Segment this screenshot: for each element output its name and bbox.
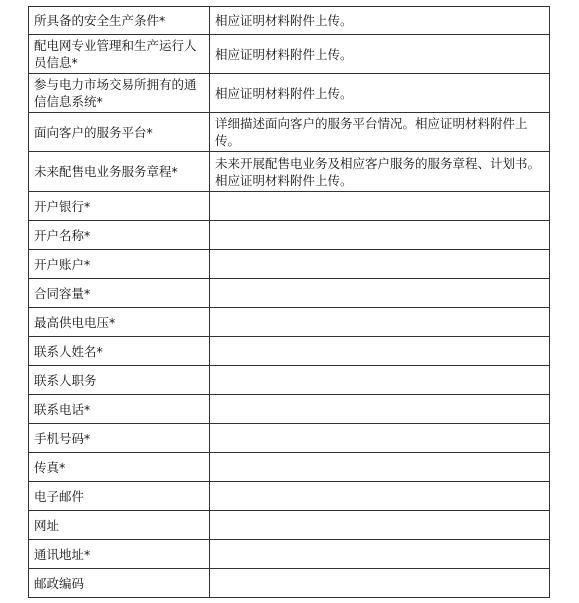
- table-row: [29, 511, 550, 540]
- table-row: [29, 35, 550, 74]
- row-label-fax: 传真*: [29, 453, 210, 482]
- table-row: [29, 395, 550, 424]
- table-row: [29, 279, 550, 308]
- row-value-staff-info: 相应证明材料附件上传。: [210, 35, 550, 74]
- table-row: [29, 113, 550, 152]
- row-label-contact-title: 联系人职务: [29, 366, 210, 395]
- row-value-max-voltage[interactable]: [210, 308, 550, 337]
- table-row: [29, 424, 550, 453]
- row-label-email: 电子邮件: [29, 482, 210, 511]
- row-value-mobile[interactable]: [210, 424, 550, 453]
- row-value-service-platform: 详细描述面向客户的服务平台情况。相应证明材料附件上传。: [210, 113, 550, 152]
- row-value-email[interactable]: [210, 482, 550, 511]
- row-value-address[interactable]: [210, 540, 550, 569]
- table-row: [29, 453, 550, 482]
- table-row: [29, 7, 550, 35]
- row-label-contract-capacity: 合同容量*: [29, 279, 210, 308]
- row-label-bank: 开户银行*: [29, 192, 210, 221]
- row-label-contact-name: 联系人姓名*: [29, 337, 210, 366]
- row-label-service-platform: 面向客户的服务平台*: [29, 113, 210, 152]
- row-value-service-charter: 未来开展配售电业务及相应客户服务的服务章程、计划书。相应证明材料附件上传。: [210, 152, 550, 192]
- row-label-address: 通讯地址*: [29, 540, 210, 569]
- row-value-fax[interactable]: [210, 453, 550, 482]
- row-value-contract-capacity[interactable]: [210, 279, 550, 308]
- row-label-website: 网址: [29, 511, 210, 540]
- table-row: [29, 308, 550, 337]
- row-value-contact-name[interactable]: [210, 337, 550, 366]
- row-value-contact-title[interactable]: [210, 366, 550, 395]
- row-label-service-charter: 未来配售电业务服务章程*: [29, 152, 210, 192]
- row-label-postal-code: 邮政编码: [29, 569, 210, 598]
- row-label-safety-conditions: 所具备的安全生产条件*: [29, 7, 210, 35]
- table-row: [29, 74, 550, 113]
- table-row: [29, 366, 550, 395]
- row-value-account-number[interactable]: [210, 250, 550, 279]
- table-row: [29, 152, 550, 192]
- row-value-postal-code[interactable]: [210, 569, 550, 598]
- table-row: [29, 221, 550, 250]
- row-label-mobile: 手机号码*: [29, 424, 210, 453]
- application-form-table: [28, 6, 550, 598]
- row-label-account-name: 开户名称*: [29, 221, 210, 250]
- row-value-website[interactable]: [210, 511, 550, 540]
- row-label-communication-system: 参与电力市场交易所拥有的通信信息系统*: [29, 74, 210, 113]
- table-row: [29, 337, 550, 366]
- table-row: [29, 569, 550, 598]
- table-row: [29, 250, 550, 279]
- table-row: [29, 482, 550, 511]
- table-row: [29, 192, 550, 221]
- row-label-phone: 联系电话*: [29, 395, 210, 424]
- row-value-safety-conditions: 相应证明材料附件上传。: [210, 7, 550, 35]
- row-label-account-number: 开户账户*: [29, 250, 210, 279]
- table-row: [29, 540, 550, 569]
- row-label-staff-info: 配电网专业管理和生产运行人员信息*: [29, 35, 210, 74]
- row-label-max-voltage: 最高供电电压*: [29, 308, 210, 337]
- row-value-account-name[interactable]: [210, 221, 550, 250]
- row-value-phone[interactable]: [210, 395, 550, 424]
- row-value-bank[interactable]: [210, 192, 550, 221]
- row-value-communication-system: 相应证明材料附件上传。: [210, 74, 550, 113]
